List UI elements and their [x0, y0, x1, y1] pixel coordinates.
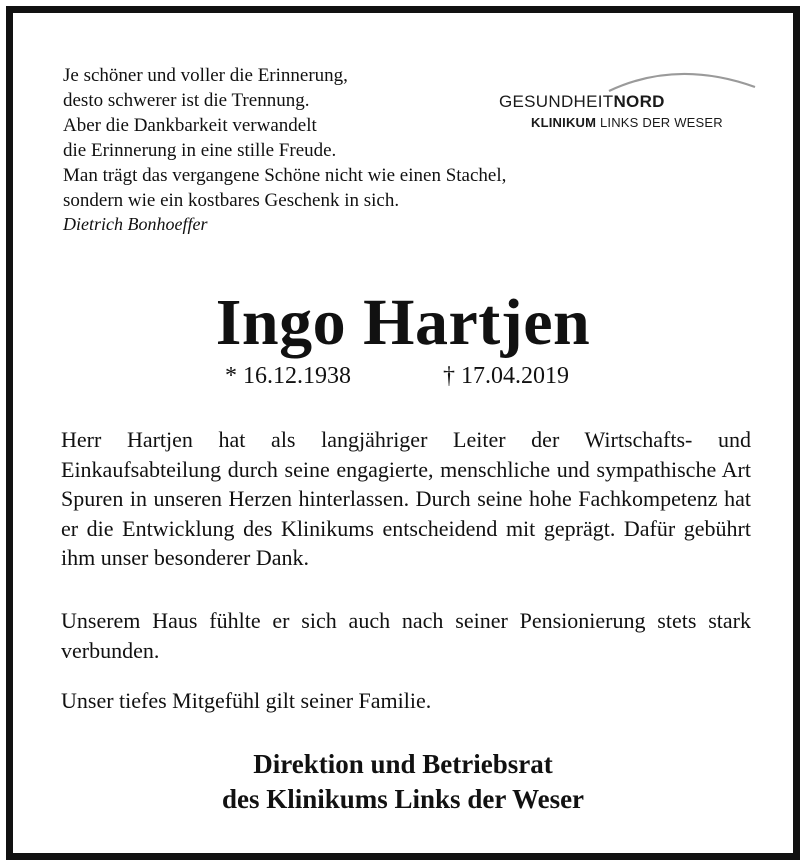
logo-brand-regular: GESUNDHEIT — [499, 92, 614, 111]
logo-subtitle-regular: LINKS DER WESER — [599, 115, 723, 130]
logo-subtitle-bold: KLINIKUM — [531, 115, 597, 130]
tribute-paragraph: Herr Hartjen hat als langjähriger Leiter der Wirtschafts- und Einkaufsabteilung durch seine engagierte, menschliche und sympathische Art Spuren in unseren Herzen hinterlassen. Durch seine hohe Fachkompetenz hat er die Entwicklung des Klinikums entscheidend mit geprägt. Dafür gebührt ihm unser besonderer Dank. — [61, 427, 751, 570]
logo-brand-bold: NORD — [613, 92, 665, 111]
condolence-paragraph: Unser tiefes Mitgefühl gilt seiner Familie. — [61, 688, 432, 713]
birth-date: * 16.12.1938 — [225, 363, 351, 389]
deceased-name: Ingo Hartjen — [215, 286, 591, 359]
quote-line: sondern wie ein kostbares Geschenk in sich. — [63, 190, 400, 211]
quote-line: Aber die Dankbarkeit verwandelt — [63, 115, 317, 136]
quote-line: Je schöner und voller die Erinnerung, — [63, 65, 348, 86]
quote-line: die Erinnerung in eine stille Freude. — [63, 140, 337, 161]
logo-brand — [499, 92, 665, 112]
logo-subtitle — [531, 115, 723, 130]
quote-line: desto schwerer ist die Trennung. — [63, 90, 310, 111]
signature-line: Direktion und Betriebsrat — [253, 749, 553, 779]
clinic-logo — [499, 65, 759, 135]
obituary-frame — [6, 6, 800, 860]
tribute-paragraph: Unserem Haus fühlte er sich auch nach seiner Pensionierung stets stark verbunden. — [61, 608, 751, 663]
quote-author: Dietrich Bonhoeffer — [63, 214, 208, 234]
signature-line: des Klinikums Links der Weser — [221, 784, 585, 814]
quote-line: Man trägt das vergangene Schöne nicht wie einen Stachel, — [63, 165, 507, 186]
death-date: † 17.04.2019 — [443, 363, 569, 389]
signature — [13, 747, 793, 817]
